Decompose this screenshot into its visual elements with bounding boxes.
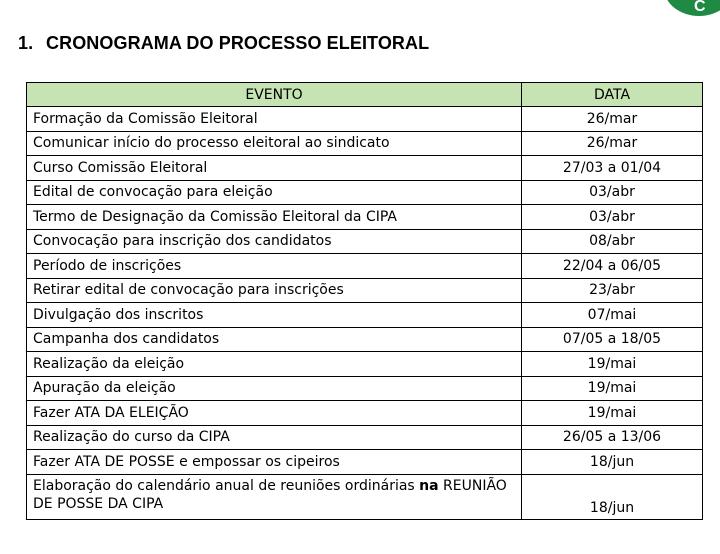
cell-data: 03/abr xyxy=(522,205,703,230)
cell-evento: Convocação para inscrição dos candidatos xyxy=(27,229,522,254)
cell-evento: Realização da eleição xyxy=(27,352,522,377)
cell-evento: Campanha dos candidatos xyxy=(27,327,522,352)
cell-data: 26/05 a 13/06 xyxy=(522,425,703,450)
cell-data: 07/mai xyxy=(522,303,703,328)
header-evento: EVENTO xyxy=(27,83,522,107)
cell-evento: Termo de Designação da Comissão Eleitoral da CIPA xyxy=(27,205,522,230)
cell-evento: Comunicar início do processo eleitoral ao sindicato xyxy=(27,131,522,156)
cell-data: 26/mar xyxy=(522,107,703,132)
table-row xyxy=(27,474,703,519)
cell-evento: Edital de convocação para eleição xyxy=(27,180,522,205)
table-row xyxy=(27,131,703,156)
logo-badge xyxy=(664,0,720,16)
cell-data: 19/mai xyxy=(522,352,703,377)
table-row xyxy=(27,376,703,401)
cell-data: 18/jun xyxy=(522,450,703,475)
table-row xyxy=(27,254,703,279)
table-row xyxy=(27,401,703,426)
header-data: DATA xyxy=(522,83,703,107)
table-row xyxy=(27,156,703,181)
cell-evento xyxy=(27,474,522,519)
table-row xyxy=(27,425,703,450)
cell-evento: Retirar edital de convocação para inscrições xyxy=(27,278,522,303)
table-header-row xyxy=(27,83,703,107)
cell-evento: Curso Comissão Eleitoral xyxy=(27,156,522,181)
table-row xyxy=(27,107,703,132)
cell-evento: Divulgação dos inscritos xyxy=(27,303,522,328)
logo-letter: C xyxy=(694,0,706,15)
schedule-table xyxy=(26,82,703,520)
cell-evento: Apuração da eleição xyxy=(27,376,522,401)
cell-evento: Fazer ATA DE POSSE e empossar os cipeiros xyxy=(27,450,522,475)
cell-data: 23/abr xyxy=(522,278,703,303)
evento-text: Elaboração do calendário anual de reuniões ordinárias xyxy=(33,477,420,494)
table-row xyxy=(27,278,703,303)
evento-text: REUNIÃO DE POSSE DA CIPA xyxy=(33,477,507,512)
table-row xyxy=(27,205,703,230)
table-row xyxy=(27,180,703,205)
section-heading xyxy=(18,33,429,54)
table-row xyxy=(27,352,703,377)
cell-data: 26/mar xyxy=(522,131,703,156)
section-title: CRONOGRAMA DO PROCESSO ELEITORAL xyxy=(46,33,430,53)
cell-data: 18/jun xyxy=(522,474,703,519)
table-row xyxy=(27,303,703,328)
cell-data: 19/mai xyxy=(522,376,703,401)
cell-evento: Realização do curso da CIPA xyxy=(27,425,522,450)
cell-evento: Fazer ATA DA ELEIÇÃO xyxy=(27,401,522,426)
section-number: 1. xyxy=(18,33,34,53)
cell-data: 22/04 a 06/05 xyxy=(522,254,703,279)
evento-bold-word: na xyxy=(419,477,439,494)
table-row xyxy=(27,450,703,475)
table-row xyxy=(27,327,703,352)
cell-data: 19/mai xyxy=(522,401,703,426)
cell-data: 08/abr xyxy=(522,229,703,254)
cell-evento: Formação da Comissão Eleitoral xyxy=(27,107,522,132)
cell-data: 27/03 a 01/04 xyxy=(522,156,703,181)
cell-data: 07/05 a 18/05 xyxy=(522,327,703,352)
cell-data: 03/abr xyxy=(522,180,703,205)
cell-evento: Período de inscrições xyxy=(27,254,522,279)
table-row xyxy=(27,229,703,254)
